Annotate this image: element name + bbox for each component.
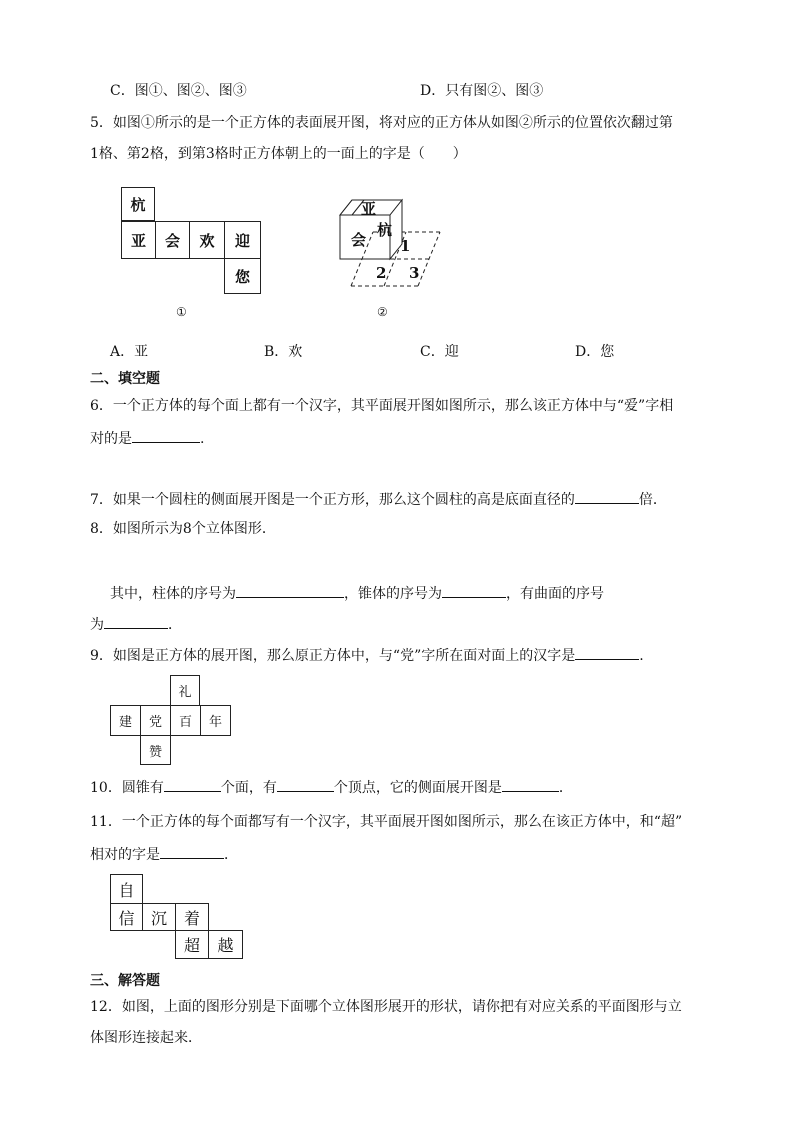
grid-number-3: 3 bbox=[409, 264, 420, 282]
net-cell: 超 bbox=[175, 930, 209, 959]
net-cell: 会 bbox=[155, 221, 190, 259]
q4-option-c: C．图①、图②、图③ bbox=[110, 83, 247, 99]
net-cell: 越 bbox=[208, 930, 243, 959]
net-cell: 沉 bbox=[142, 903, 176, 931]
q4-option-d: D．只有图②、图③ bbox=[420, 83, 544, 99]
q8-text-line3 bbox=[90, 614, 182, 634]
q9-text bbox=[90, 645, 644, 665]
cube-top-face: 亚 bbox=[361, 200, 377, 218]
net-cell: 您 bbox=[224, 258, 261, 294]
q10-text bbox=[90, 777, 573, 797]
net-cell: 赞 bbox=[140, 735, 171, 765]
net-cell: 欢 bbox=[189, 221, 225, 259]
q8-cone-blank[interactable] bbox=[442, 583, 506, 598]
figure-2-label: ② bbox=[377, 305, 388, 319]
q8-line3-prefix: 为 bbox=[90, 617, 104, 633]
grid-number-2: 2 bbox=[376, 264, 387, 282]
q8-line3-suffix: ． bbox=[168, 617, 182, 633]
q9-suffix: . bbox=[639, 648, 644, 664]
section-title-solutions: 三、解答题 bbox=[90, 973, 160, 989]
figure-1-label: ① bbox=[176, 305, 187, 319]
q10-part2: 个面，有 bbox=[220, 780, 277, 796]
cube-front-face: 会 bbox=[351, 231, 367, 249]
q7-prefix: 7．如果一个圆柱的侧面展开图是一个正方形，那么这个圆柱的高是底面直径的 bbox=[90, 492, 575, 508]
q10-faces-blank[interactable] bbox=[164, 777, 221, 792]
net-cell: 党 bbox=[140, 705, 171, 736]
section-title-fill-in: 二、填空题 bbox=[90, 371, 160, 387]
q5-text-line1: 5．如图①所示的是一个正方体的表面展开图，将对应的正方体从如图②所示的位置依次翻过第 bbox=[90, 115, 673, 131]
net-cell: 亚 bbox=[121, 221, 156, 259]
q8-cone-prefix: ，锥体的序号为 bbox=[344, 586, 442, 602]
q10-part4: ． bbox=[558, 780, 573, 796]
net-cell: 礼 bbox=[170, 675, 200, 706]
q7-suffix: 倍． bbox=[638, 492, 667, 508]
net-cell: 建 bbox=[110, 705, 141, 736]
q5-text-line2: 1格、第2格，到第3格时正方体朝上的一面上的字是（ ） bbox=[90, 146, 467, 162]
q8-prism-prefix: 其中，柱体的序号为 bbox=[110, 586, 236, 602]
net-cell: 自 bbox=[110, 874, 143, 905]
q10-part1: 10．圆锥有 bbox=[90, 780, 164, 796]
net-cell: 百 bbox=[170, 705, 201, 736]
q7-text bbox=[90, 489, 667, 509]
q10-net-blank[interactable] bbox=[502, 777, 559, 792]
q12-text-line1: 12．如图，上面的图形分别是下面哪个立体图形展开的形状，请你把有对应关系的平面图形与立 bbox=[90, 999, 682, 1015]
q8-text-line1: 8．如图所示为8个立体图形． bbox=[90, 521, 276, 537]
q8-curved-prefix: ，有曲面的序号 bbox=[506, 586, 604, 602]
q6-text-line1: 6．一个正方体的每个面上都有一个汉字，其平面展开图如图所示，那么该正方体中与“爱”字相 bbox=[90, 398, 674, 414]
q6-suffix: . bbox=[200, 431, 205, 447]
cube-side-face: 杭 bbox=[377, 221, 393, 239]
q11-text-line1: 11．一个正方体的每个面都写有一个汉字，其平面展开图如图所示，那么在该正方体中，和“超” bbox=[90, 814, 683, 830]
q10-part3: 个顶点，它的侧面展开图是 bbox=[333, 780, 502, 796]
q8-curved-blank[interactable] bbox=[104, 614, 168, 629]
q5-option-a: A．亚 bbox=[110, 344, 149, 360]
q11-suffix: ． bbox=[224, 847, 238, 863]
q11-prefix: 相对的字是 bbox=[90, 847, 160, 863]
q6-answer-blank[interactable] bbox=[132, 428, 200, 443]
net-cell: 着 bbox=[175, 903, 209, 931]
q6-text-line2 bbox=[90, 428, 204, 448]
net-cell: 迎 bbox=[224, 221, 261, 259]
q12-text-line2: 体图形连接起来． bbox=[90, 1030, 202, 1046]
q8-prism-blank[interactable] bbox=[236, 583, 344, 598]
q5-option-b: B．欢 bbox=[264, 344, 303, 360]
net-cell: 信 bbox=[110, 903, 143, 931]
q9-answer-blank[interactable] bbox=[575, 645, 639, 660]
q7-answer-blank[interactable] bbox=[575, 489, 639, 504]
q5-option-d: D．您 bbox=[575, 344, 615, 360]
q6-prefix: 对的是 bbox=[90, 431, 132, 447]
q11-answer-blank[interactable] bbox=[160, 844, 224, 859]
q9-prefix: 9．如图是正方体的展开图，那么原正方体中，与“党”字所在面对面上的汉字是 bbox=[90, 648, 576, 664]
q10-vertices-blank[interactable] bbox=[277, 777, 334, 792]
net-cell: 年 bbox=[200, 705, 231, 736]
net-cell: 杭 bbox=[121, 187, 155, 221]
grid-number-1: 1 bbox=[400, 237, 411, 255]
q5-option-c: C．迎 bbox=[420, 344, 459, 360]
q8-text-line2 bbox=[110, 583, 604, 603]
q11-text-line2 bbox=[90, 844, 238, 864]
